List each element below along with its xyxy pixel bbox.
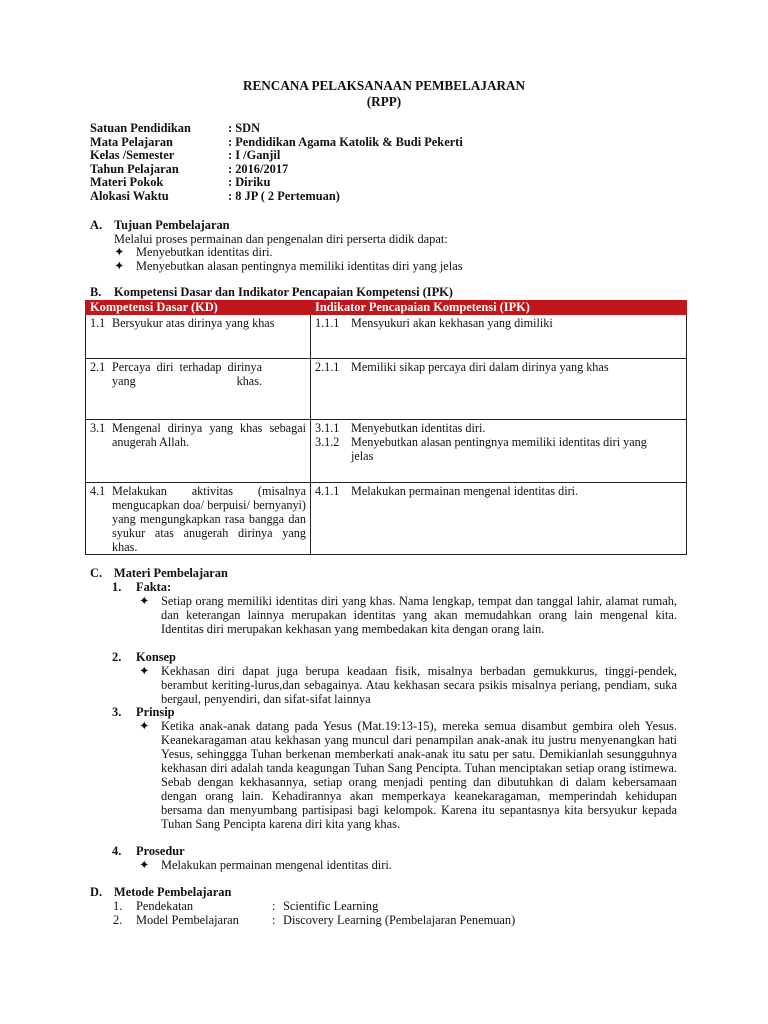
ipk-cell: 1.1.1 Mensyukuri akan kekhasan yang dimiliki (311, 315, 687, 359)
section-d-heading: D. Metode Pembelajaran (90, 885, 232, 899)
document-subtitle: (RPP) (366, 94, 402, 109)
identity-row: Alokasi Waktu : 8 JP ( 2 Pertemuan) (90, 188, 340, 203)
kd-cell: 2.1 Percaya diri terhadap dirinya yang khas. (86, 359, 311, 420)
section-a-intro: Melalui proses permainan dan pengenalan diri perserta didik dapat: (114, 232, 448, 246)
column-header-ipk: Indikator Pencapaian Kompetensi (IPK) (311, 301, 687, 315)
table-row (86, 420, 687, 483)
list-item: ✦ Menyebutkan alasan pentingnya memiliki identitas diri yang jelas (114, 259, 463, 273)
ipk-cell: 2.1.1 Memiliki sikap percaya diri dalam dirinya yang khas (311, 359, 687, 420)
kd-cell: 1.1 Bersyukur atas dirinya yang khas (86, 315, 311, 359)
subsection-prosedur-heading: 4. Prosedur (112, 844, 185, 858)
kd-cell: 4.1 Melakukan aktivitas (misalnya mengucapkan doa/ berpuisi/ bernyanyi) yang mengungkapkan rasa bangga dan syukur atas anugerah dirinya yang khas. (86, 483, 311, 555)
section-c-heading: C. Materi Pembelajaran (90, 566, 228, 580)
identity-row: Kelas /Semester : I /Ganjil (90, 148, 281, 163)
identity-block (90, 121, 463, 203)
star-bullet-icon: ✦ (114, 245, 125, 259)
subsection-prinsip-heading: 3. Prinsip (112, 705, 175, 719)
competency-table (85, 300, 687, 555)
column-header-kd: Kompetensi Dasar (KD) (86, 301, 311, 315)
star-bullet-icon: ✦ (114, 259, 125, 273)
kd-cell: 3.1 Mengenal dirinya yang khas sebagai anugerah Allah. (86, 420, 311, 483)
section-b-heading: B. Kompetensi Dasar dan Indikator Pencapaian Kompetensi (IPK) (90, 285, 453, 299)
method-row: 2. Model Pembelajaran : Discovery Learning (Pembelajaran Penemuan) (113, 913, 516, 927)
subsection-prinsip-text: ✦ Ketika anak-anak datang pada Yesus (Mat.19:13-15), mereka semua disambut gembira oleh Yesus. Keanekaragaman atau kekhasan yang muncul dari penampilan anak-anak itu justru menyenangkan hati Yesus, sehinggga Tuhan berkenan memberkati anak-anak itu satu per satu. Demikianlah sesungguhnya kekhasan diri adalah tanda keagungan Tuhan Sang Pencipta. Tuhan menciptakan setiap orang istimewa. Sebab dengan kekhasannya, setiap orang menjadi penting dan dibutuhkan di dalam kebersamaan dengan orang lain. Kehadirannya akan memperkaya keanekaragaman, memperindah kehidupan bersama dan menyumbang partisipasi bagi kelompok. Karena itu sepantasnya kita bersyukur kepada Tuhan Sang Pencipta karena diri kita yang khas. (139, 719, 677, 831)
table-row (86, 315, 687, 359)
table-row (86, 359, 687, 420)
subsection-fakta-heading: 1. Fakta: (112, 580, 172, 594)
table-header-row (86, 301, 687, 315)
star-bullet-icon: ✦ (139, 594, 150, 608)
document-title: RENCANA PELAKSANAAN PEMBELAJARAN (242, 78, 526, 93)
section-a-heading: A. Tujuan Pembelajaran (90, 218, 230, 232)
star-bullet-icon: ✦ (139, 858, 150, 872)
identity-row: Satuan Pendidikan : SDN (90, 121, 261, 135)
identity-row: Materi Pokok : Diriku (90, 175, 271, 190)
subsection-prosedur-text: ✦ Melakukan permainan mengenal identitas diri. (139, 858, 392, 872)
identity-row: Tahun Pelajaran : 2016/2017 (90, 161, 289, 176)
subsection-konsep-text: ✦ Kekhasan diri dapat juga berupa keadaan fisik, misalnya berbadan gemukkurus, tinggi-pendek, berambut keriting-lurus,dan sebagainya. Atau kekhasan secara psikis misalnya periang, pendiam, suka bergaul, penyendiri, dan sifat-sifat lainnya (139, 664, 677, 706)
subsection-fakta-text: ✦ Setiap orang memiliki identitas diri yang khas. Nama lengkap, tempat dan tanggal lahir, alamat rumah, dan keterangan lainnya merupakan identitas yang akan memudahkan orang lain mengenal kita. Identitas diri merupakan kekhasan yang membedakan kita dengan orang lain. (139, 594, 677, 636)
star-bullet-icon: ✦ (139, 664, 150, 678)
star-bullet-icon: ✦ (139, 719, 150, 733)
identity-row: Mata Pelajaran : Pendidikan Agama Katolik & Budi Pekerti (90, 134, 463, 149)
table-row (86, 483, 687, 555)
method-row: 1. Pendekatan : Scientific Learning (113, 899, 379, 913)
ipk-cell: 3.1.1 Menyebutkan identitas diri. 3.1.2 Menyebutkan alasan pentingnya memiliki identitas diri yang jelas (311, 420, 687, 483)
subsection-konsep-heading: 2. Konsep (112, 650, 176, 664)
ipk-cell: 4.1.1 Melakukan permainan mengenal identitas diri. (311, 483, 687, 555)
list-item: ✦ Menyebutkan identitas diri. (114, 245, 273, 259)
